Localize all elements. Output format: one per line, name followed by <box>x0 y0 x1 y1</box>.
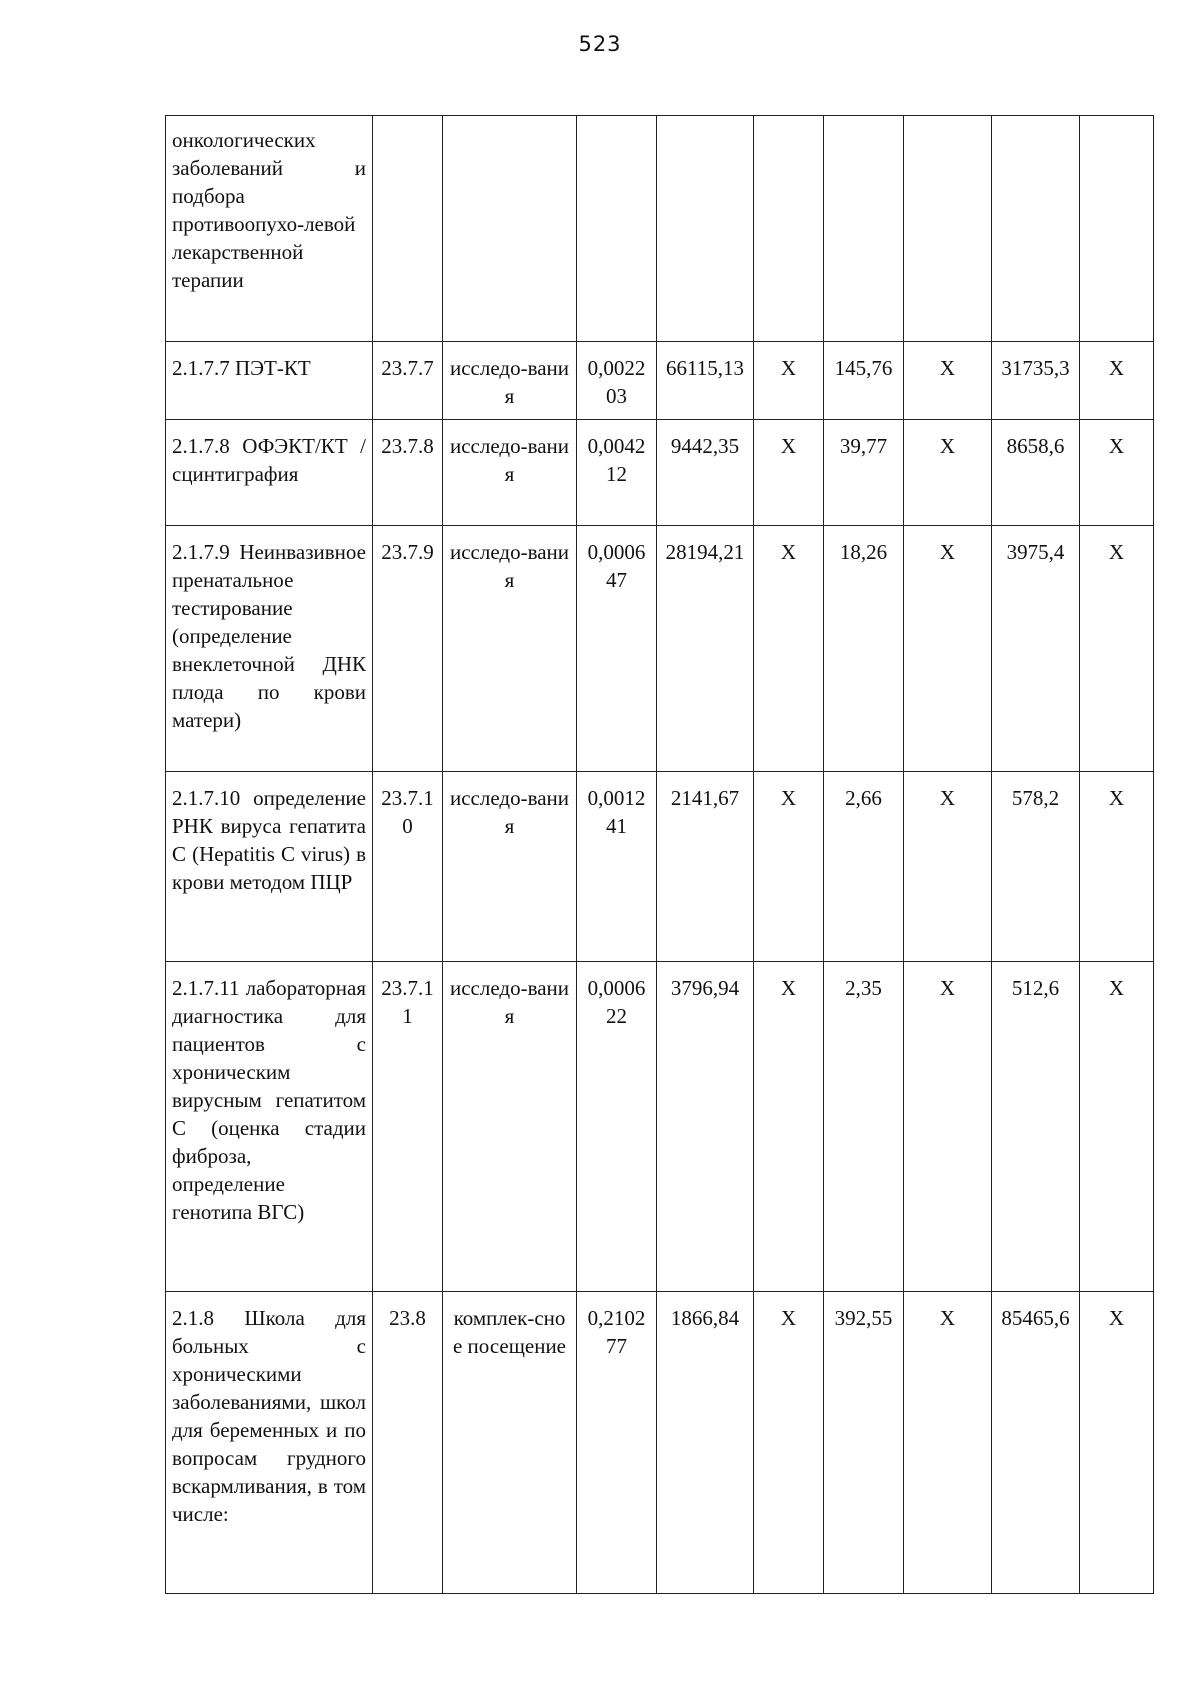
row-name-cell: 2.1.7.10 определение РНК вируса гепатита С (Hepatitis C virus) в крови методом ПЦР <box>166 772 373 962</box>
row-c6-cell: X <box>754 1292 824 1594</box>
row-c6-cell: X <box>754 962 824 1292</box>
row-unit-cell: исследо-вания <box>443 526 577 772</box>
row-c8-cell: X <box>904 1292 992 1594</box>
row-c6-cell: X <box>754 420 824 526</box>
table-row <box>166 526 1154 772</box>
row-code-cell: 23.8 <box>373 1292 443 1594</box>
row-name-cell: онкологических заболеваний и подбора противоопухо-левой лекарственной терапии <box>166 116 373 342</box>
row-c7-cell: 39,77 <box>824 420 904 526</box>
row-cost-cell: 3796,94 <box>657 962 754 1292</box>
row-unit-cell: исследо-вания <box>443 342 577 420</box>
row-c10-cell: X <box>1080 1292 1154 1594</box>
row-c9-cell: 31735,3 <box>992 342 1080 420</box>
row-c10-cell: X <box>1080 342 1154 420</box>
table-row <box>166 962 1154 1292</box>
row-c6-cell: X <box>754 772 824 962</box>
row-unit-cell <box>443 116 577 342</box>
table-row <box>166 420 1154 526</box>
row-cost-cell <box>657 116 754 342</box>
row-c8-cell: X <box>904 772 992 962</box>
row-c9-cell: 3975,4 <box>992 526 1080 772</box>
row-cost-cell: 28194,21 <box>657 526 754 772</box>
row-code-cell: 23.7.8 <box>373 420 443 526</box>
row-norm-cell: 0,001241 <box>577 772 657 962</box>
table-row <box>166 1292 1154 1594</box>
row-code-cell <box>373 116 443 342</box>
row-c7-cell <box>824 116 904 342</box>
row-c9-cell <box>992 116 1080 342</box>
row-c10-cell <box>1080 116 1154 342</box>
table-row <box>166 116 1154 342</box>
row-name-cell: 2.1.7.7 ПЭТ-КТ <box>166 342 373 420</box>
row-c9-cell: 85465,6 <box>992 1292 1080 1594</box>
row-name-cell: 2.1.7.9 Неинвазивное пренатальное тестирование (определение внеклеточной ДНК плода по крови матери) <box>166 526 373 772</box>
table-row <box>166 342 1154 420</box>
row-code-cell: 23.7.9 <box>373 526 443 772</box>
row-unit-cell: исследо-вания <box>443 772 577 962</box>
row-c9-cell: 512,6 <box>992 962 1080 1292</box>
row-name-cell: 2.1.8 Школа для больных с хроническими заболеваниями, школ для беременных и по вопросам грудного вскармливания, в том числе: <box>166 1292 373 1594</box>
row-unit-cell: комплек-сное посещение <box>443 1292 577 1594</box>
row-norm-cell: 0,004212 <box>577 420 657 526</box>
row-c7-cell: 2,35 <box>824 962 904 1292</box>
row-c9-cell: 578,2 <box>992 772 1080 962</box>
row-c6-cell: X <box>754 526 824 772</box>
row-c10-cell: X <box>1080 526 1154 772</box>
row-name-cell: 2.1.7.8 ОФЭКТ/КТ /сцинтиграфия <box>166 420 373 526</box>
row-c10-cell: X <box>1080 962 1154 1292</box>
row-name-cell: 2.1.7.11 лабораторная диагностика для пациентов с хроническим вирусным гепатитом С (оценка стадии фиброза, определение генотипа ВГС) <box>166 962 373 1292</box>
row-code-cell: 23.7.11 <box>373 962 443 1292</box>
row-cost-cell: 1866,84 <box>657 1292 754 1594</box>
row-cost-cell: 2141,67 <box>657 772 754 962</box>
row-cost-cell: 9442,35 <box>657 420 754 526</box>
row-c8-cell: X <box>904 962 992 1292</box>
table-row <box>166 772 1154 962</box>
row-c7-cell: 392,55 <box>824 1292 904 1594</box>
row-code-cell: 23.7.7 <box>373 342 443 420</box>
page-number: 523 <box>578 32 622 56</box>
row-c8-cell: X <box>904 342 992 420</box>
row-c7-cell: 145,76 <box>824 342 904 420</box>
row-norm-cell <box>577 116 657 342</box>
row-norm-cell: 0,002203 <box>577 342 657 420</box>
row-c8-cell: X <box>904 526 992 772</box>
row-c6-cell <box>754 116 824 342</box>
tariff-table <box>165 115 1154 1594</box>
row-norm-cell: 0,000647 <box>577 526 657 772</box>
row-c9-cell: 8658,6 <box>992 420 1080 526</box>
row-unit-cell: исследо-вания <box>443 420 577 526</box>
row-c7-cell: 18,26 <box>824 526 904 772</box>
row-c10-cell: X <box>1080 420 1154 526</box>
row-norm-cell: 0,000622 <box>577 962 657 1292</box>
row-c10-cell: X <box>1080 772 1154 962</box>
row-code-cell: 23.7.10 <box>373 772 443 962</box>
row-norm-cell: 0,210277 <box>577 1292 657 1594</box>
row-c8-cell: X <box>904 420 992 526</box>
row-c6-cell: X <box>754 342 824 420</box>
row-unit-cell: исследо-вания <box>443 962 577 1292</box>
row-cost-cell: 66115,13 <box>657 342 754 420</box>
row-c8-cell <box>904 116 992 342</box>
row-c7-cell: 2,66 <box>824 772 904 962</box>
